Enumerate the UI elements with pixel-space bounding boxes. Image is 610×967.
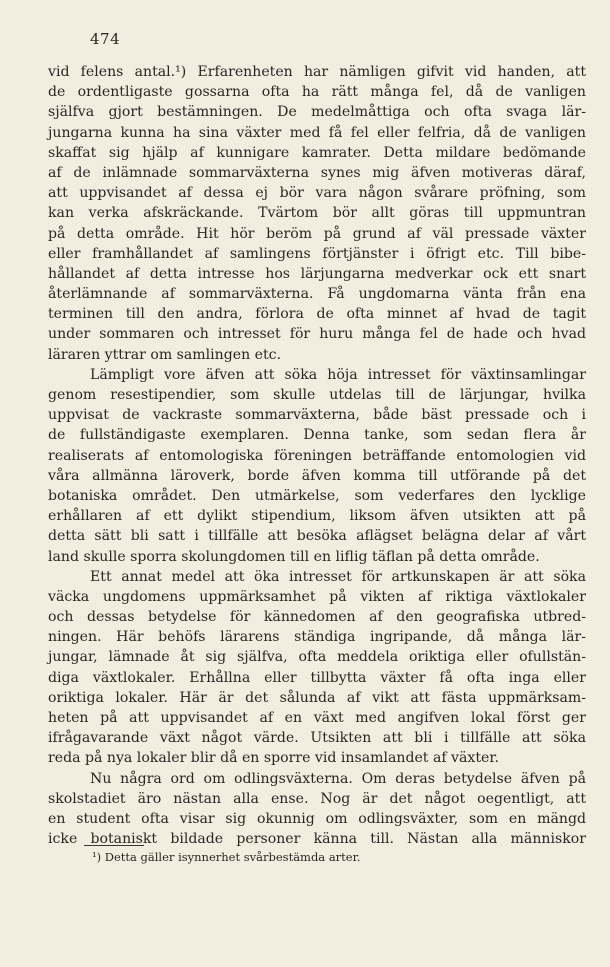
text-line: våra allmänna läroverk, borde äfven komma till utförande på det <box>48 467 586 484</box>
text-line: på detta område. Hit hör beröm på grund af väl pressade växter <box>48 225 586 242</box>
text-line: att uppvisandet af dessa ej bör vara någon svårare pröfning, som <box>48 185 586 202</box>
text-line: en student ofta visar sig okunnig om odlingsväxter, som en mängd <box>48 810 586 827</box>
text-line: kan verka afskräckande. Tvärtom bör allt göras till uppmuntran <box>48 205 586 222</box>
text-line: icke botaniskt bildade personer känna till. Nästan alla människor <box>48 831 586 848</box>
text-line: eller framhållandet af samlingens förtjänster i öfrigt etc. Till bibe- <box>48 245 586 262</box>
text-line: vid felens antal.¹) Erfarenheten har nämligen gifvit vid handen, att <box>48 64 586 80</box>
text-line: återlämnande af sommarväxterna. Få ungdomarna vänta från ena <box>48 286 586 303</box>
text-line: under sommaren och intresset för huru många fel de hade och hvad <box>48 326 586 343</box>
page-number: 474 <box>90 30 121 48</box>
body-text <box>48 62 586 849</box>
text-line: Nu några ord om odlingsväxterna. Om deras betydelse äfven på <box>90 770 586 787</box>
text-line: realiserats af entomologiska föreningen beträffande entomologien vid <box>48 447 586 464</box>
text-line: detta sätt bli satt i tillfälle att besöka aflägset belägna delar af vårt <box>48 528 586 545</box>
footnote-rule <box>84 845 144 846</box>
text-line: de fullständigaste exemplaren. Denna tanke, som sedan flera år <box>48 427 586 444</box>
text-line: jungarna kunna ha sina växter med få fel eller felfria, då de vanligen <box>48 124 586 141</box>
text-line: väcka ungdomens uppmärksamhet på vikten af riktiga växtlokaler <box>48 588 586 605</box>
text-line: de ordentligaste gossarna ofta ha rätt många fel, då de vanligen <box>48 84 586 101</box>
text-line: oriktiga lokaler. Här är det sålunda af vikt att fästa uppmärksam- <box>48 689 586 706</box>
footnote: ¹) Detta gäller isynnerhet svårbestämda arter. <box>92 850 361 864</box>
text-line: skolstadiet äro nästan alla ense. Nog är det något oegentligt, att <box>48 790 586 807</box>
text-line: skaffat sig hjälp af kunnigare kamrater. Detta mildare bedömande <box>48 144 586 161</box>
text-line: botaniska området. Den utmärkelse, som vederfares den lycklige <box>48 487 586 504</box>
text-line: heten på att uppvisandet af en växt med angifven lokal först ger <box>48 710 586 726</box>
text-line: ningen. Här behöfs lärarens ständiga ingripande, då många lär- <box>48 629 586 646</box>
text-line: jungar, lämnade åt sig själfva, ofta meddela oriktiga eller ofullstän- <box>48 649 586 666</box>
text-line: terminen till den andra, förlora de ofta minnet af hvad de tagit <box>48 306 586 323</box>
text-line: läraren yttrar om samlingen etc. <box>48 346 282 363</box>
text-line: af de inlämnade sommarväxterna synes mig äfven motiveras däraf, <box>48 164 586 181</box>
text-line: hållandet af detta intresse hos lärjungarna medverkar ock ett snart <box>48 265 586 282</box>
text-line: diga växtlokaler. Erhållna eller tillbytta växter få ofta inga eller <box>48 669 586 686</box>
text-line: själfva gjort bestämningen. De medelmåttiga och ofta svaga lär- <box>48 104 586 121</box>
text-line: erhållaren af ett dylikt stipendium, liksom äfven utsikten att på <box>48 508 586 525</box>
text-line: uppvisat de vackraste sommarväxterna, både bäst pressade och i <box>48 407 586 424</box>
text-line: Lämpligt vore äfven att söka höja intresset för växtinsamlingar <box>90 366 586 383</box>
text-line: och dessas betydelse för kännedomen af den geografiska utbred- <box>48 609 586 626</box>
text-line: reda på nya lokaler blir då en sporre vid insamlandet af växter. <box>48 750 500 767</box>
text-line: ifrågavarande växt något värde. Utsikten att bli i tillfälle att söka <box>48 730 586 747</box>
text-line: genom resestipendier, som skulle utdelas till de lärjungar, hvilka <box>48 387 586 403</box>
text-line: Ett annat medel att öka intresset för artkunskapen är att söka <box>90 568 586 585</box>
text-line: land skulle sporra skolungdomen till en liflig täflan på detta område. <box>48 548 540 565</box>
